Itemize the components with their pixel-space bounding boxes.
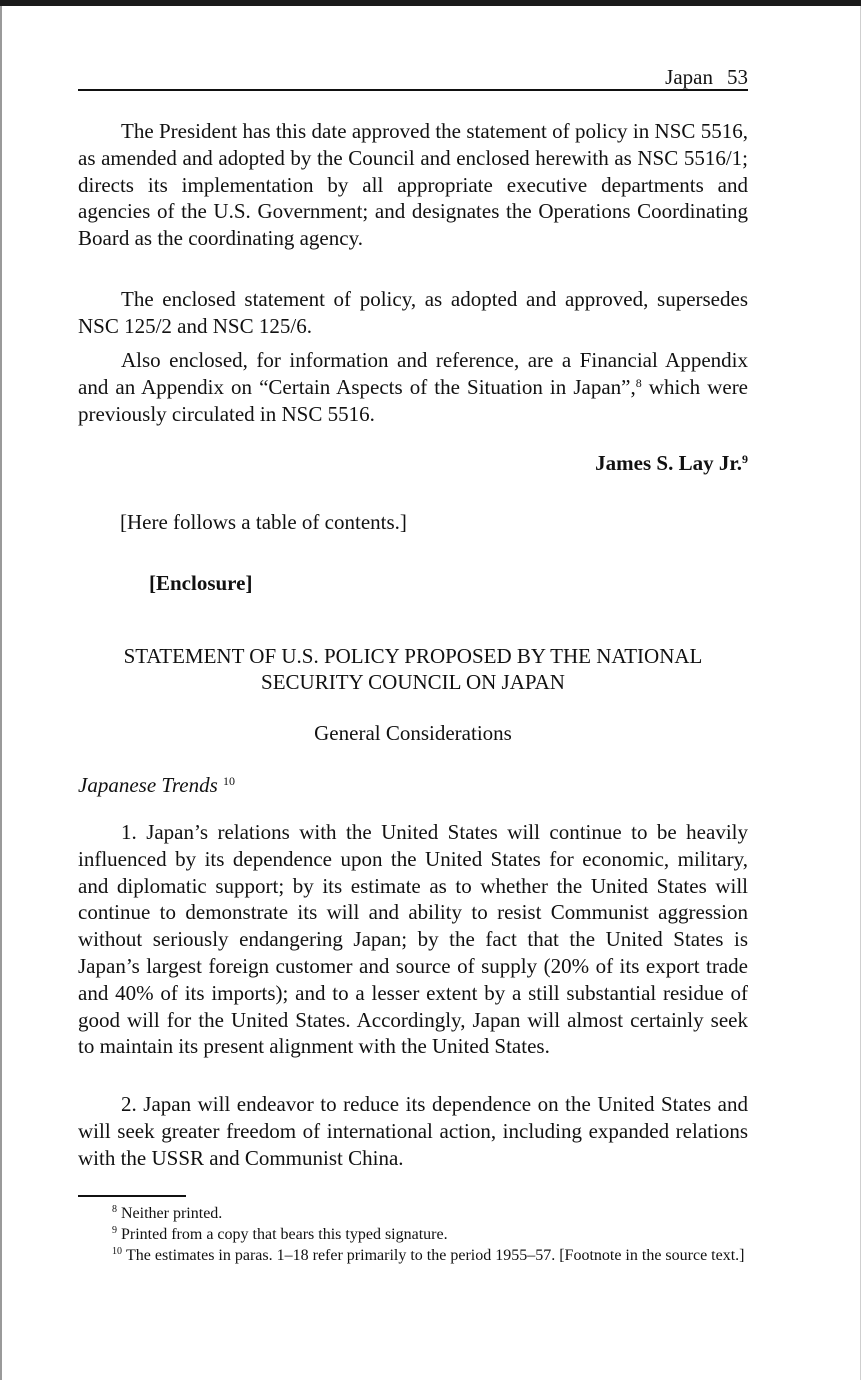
footnote-ref-10: 10 bbox=[223, 774, 236, 788]
footnote-rule bbox=[78, 1195, 186, 1197]
paragraph-item-1 bbox=[78, 819, 748, 1060]
scan-top-border bbox=[0, 0, 861, 6]
page-number: 53 bbox=[727, 65, 748, 89]
paragraph-text-part: Also enclosed, for information and reference, are a Financial Appendix and an Appendix on “Certain Aspects of the Situation in Japan”, bbox=[78, 348, 748, 399]
footnote-9 bbox=[78, 1224, 748, 1245]
subhead-japanese-trends bbox=[78, 772, 235, 798]
paragraph-text: The enclosed statement of policy, as adopted and approved, supersedes NSC 125/2 and NSC 125/6. bbox=[78, 287, 748, 338]
paragraph-text: 2. Japan will endeavor to reduce its dependence on the United States and will seek greater freedom of international action, including expanded relations with the USSR and Communist China. bbox=[78, 1092, 748, 1170]
signature bbox=[595, 450, 748, 476]
statement-title bbox=[78, 643, 748, 695]
paragraph-text-part: which were previously circulated in NSC 5516. bbox=[78, 374, 749, 426]
footnote-text: Neither printed. bbox=[121, 1205, 223, 1222]
footnote-ref-8: 8 bbox=[635, 375, 642, 390]
footnote-8 bbox=[78, 1203, 748, 1224]
paragraph-approval bbox=[78, 118, 748, 252]
paragraph-supersedes bbox=[78, 286, 748, 340]
header-rule bbox=[78, 89, 748, 91]
paragraph-appendices bbox=[78, 347, 748, 427]
footnote-number: 9 bbox=[112, 1225, 117, 1236]
statement-title-line-1: STATEMENT OF U.S. POLICY PROPOSED BY THE NATIONAL bbox=[123, 644, 703, 668]
footnote-number: 10 bbox=[112, 1246, 122, 1257]
subhead-text: Japanese Trends bbox=[78, 773, 218, 797]
section-title: General Considerations bbox=[314, 721, 512, 745]
signature-name: James S. Lay Jr. bbox=[595, 451, 742, 475]
footnote-text: The estimates in paras. 1–18 refer primarily to the period 1955–57. [Footnote in the source text.] bbox=[126, 1247, 745, 1264]
paragraph-text: The President has this date approved the statement of policy in NSC 5516, as amended and adopted by the Council and enclosed herewith as NSC 5516/1; directs its implementation by all appropriate executive departments and agencies of the U.S. Government; and designates the Operations Coordinating Board as the coordinating agency. bbox=[78, 119, 748, 251]
statement-title-line-2: SECURITY COUNCIL ON JAPAN bbox=[261, 670, 565, 694]
footnote-text: Printed from a copy that bears this typed signature. bbox=[121, 1226, 448, 1243]
paragraph-item-2 bbox=[78, 1091, 748, 1171]
scan-left-edge bbox=[0, 6, 2, 1380]
paragraph-text bbox=[78, 347, 748, 427]
running-head-title: Japan bbox=[665, 65, 713, 89]
contents-note: [Here follows a table of contents.] bbox=[120, 510, 407, 534]
footnote-10 bbox=[78, 1245, 748, 1266]
enclosure-label: [Enclosure] bbox=[149, 571, 253, 595]
running-head bbox=[78, 64, 748, 90]
footnotes bbox=[78, 1203, 748, 1266]
footnote-ref-9: 9 bbox=[742, 452, 748, 466]
paragraph-text: 1. Japan’s relations with the United States will continue to be heavily influenced by its dependence upon the United States for economic, military, and diplomatic support; by its estimate as to whether the United States will continue to demonstrate its will and ability to resist Communist aggression without seriously endangering Japan; by the fact that the United States is Japan’s largest foreign customer and source of supply (20% of its export trade and 40% of its imports); and to a lesser extent by a still substantial residue of good will for the United States. Accordingly, Japan will almost certainly seek to maintain its present alignment with the United States. bbox=[78, 820, 748, 1059]
footnote-number: 8 bbox=[112, 1204, 117, 1215]
